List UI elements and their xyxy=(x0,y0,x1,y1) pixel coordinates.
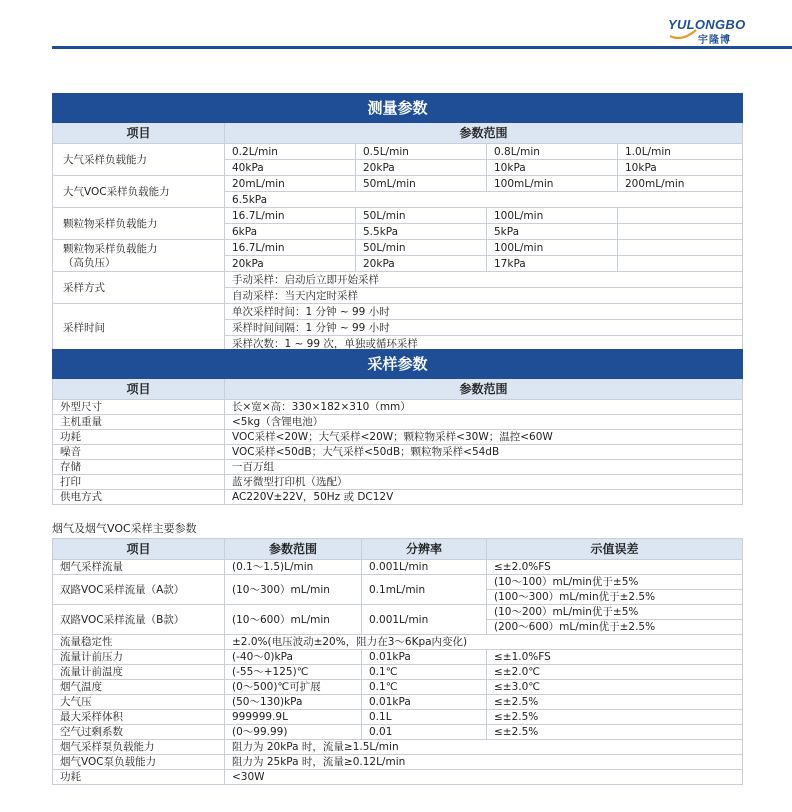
cell xyxy=(618,256,743,272)
cell: ≤±3.0℃ xyxy=(487,680,743,695)
col-header-range: 参数范围 xyxy=(225,379,743,400)
brand-logo xyxy=(668,18,748,44)
table-row xyxy=(53,665,743,680)
row-label-line: 颗粒物采样负载能力 xyxy=(63,242,158,255)
cell: 0.1℃ xyxy=(362,665,487,680)
table-row xyxy=(53,400,743,415)
cell: (50～130)kPa xyxy=(225,695,362,710)
row-label: 双路VOC采样流量（B款） xyxy=(53,605,225,635)
table-row xyxy=(53,650,743,665)
cell: 10kPa xyxy=(618,160,743,176)
cell: 20kPa xyxy=(225,256,356,272)
cell: 10kPa xyxy=(487,160,618,176)
row-label: 空气过剩系数 xyxy=(53,725,225,740)
cell: ≤±2.0℃ xyxy=(487,665,743,680)
section-title: 测量参数 xyxy=(53,94,743,123)
cell: 阻力为 20kPa 时，流量≥1.5L/min xyxy=(225,740,743,755)
header-rule xyxy=(52,46,792,49)
table-row xyxy=(53,770,743,785)
cell: 0.5L/min xyxy=(356,144,487,160)
row-label: 流量计前温度 xyxy=(53,665,225,680)
cell: 0.001L/min xyxy=(362,560,487,575)
cell: 16.7L/min xyxy=(225,208,356,224)
table-row xyxy=(53,490,743,505)
row-label: 大气压 xyxy=(53,695,225,710)
table-row xyxy=(53,144,743,160)
table-row xyxy=(53,635,743,650)
cell: 长×宽×高：330×182×310（mm） xyxy=(225,400,743,415)
row-label: 存储 xyxy=(53,460,225,475)
table-row xyxy=(53,755,743,770)
flue-section-title: 烟气及烟气VOC采样主要参数 xyxy=(52,522,197,535)
cell: ≤±2.5% xyxy=(487,710,743,725)
cell: VOC采样<50dB；大气采样<50dB；颗粒物采样<54dB xyxy=(225,445,743,460)
cell: 一百万组 xyxy=(225,460,743,475)
table-row xyxy=(53,680,743,695)
measurement-params-table xyxy=(52,93,743,352)
cell: (0～99.99) xyxy=(225,725,362,740)
cell: 0.001L/min xyxy=(362,605,487,635)
cell: VOC采样<20W；大气采样<20W；颗粒物采样<30W；温控<60W xyxy=(225,430,743,445)
row-label: 最大采样体积 xyxy=(53,710,225,725)
col-header-item: 项目 xyxy=(53,379,225,400)
cell: 6kPa xyxy=(225,224,356,240)
table-row xyxy=(53,460,743,475)
cell: 0.01kPa xyxy=(362,695,487,710)
cell: ≤±2.5% xyxy=(487,725,743,740)
cell xyxy=(618,240,743,256)
cell: 20kPa xyxy=(356,256,487,272)
cell: 5kPa xyxy=(487,224,618,240)
logo-swoosh-icon xyxy=(668,26,698,40)
row-label: 双路VOC采样流量（A款） xyxy=(53,575,225,605)
row-label: 采样方式 xyxy=(53,272,225,304)
cell: (10～100）mL/min优于±5% xyxy=(487,575,743,590)
table-row xyxy=(53,208,743,224)
cell: 100mL/min xyxy=(487,176,618,192)
cell: <30W xyxy=(225,770,743,785)
cell: (-40～0)kPa xyxy=(225,650,362,665)
row-label-line: （高负压） xyxy=(63,256,116,269)
row-label: 流量计前压力 xyxy=(53,650,225,665)
table-row xyxy=(53,445,743,460)
row-label: 打印 xyxy=(53,475,225,490)
cell: (0.1～1.5)L/min xyxy=(225,560,362,575)
cell: 50L/min xyxy=(356,240,487,256)
cell: 0.8L/min xyxy=(487,144,618,160)
row-label: 功耗 xyxy=(53,770,225,785)
table-row xyxy=(53,176,743,192)
section-title: 采样参数 xyxy=(53,350,743,379)
sampling-params-table xyxy=(52,349,743,505)
cell: 阻力为 25kPa 时，流量≥0.12L/min xyxy=(225,755,743,770)
table-row xyxy=(53,740,743,755)
row-label: 颗粒物采样负载能力 xyxy=(53,208,225,240)
cell: 50L/min xyxy=(356,208,487,224)
cell: 0.01kPa xyxy=(362,650,487,665)
flue-params-table xyxy=(52,538,743,785)
cell: 0.1mL/min xyxy=(362,575,487,605)
row-label: 大气采样负载能力 xyxy=(53,144,225,176)
cell: 0.2L/min xyxy=(225,144,356,160)
cell: (10～300）mL/min xyxy=(225,575,362,605)
cell: ≤±2.5% xyxy=(487,695,743,710)
row-label: 流量稳定性 xyxy=(53,635,225,650)
cell: 1.0L/min xyxy=(618,144,743,160)
table-row xyxy=(53,605,743,620)
table-row xyxy=(53,304,743,320)
cell: 0.01 xyxy=(362,725,487,740)
cell: AC220V±22V，50Hz 或 DC12V xyxy=(225,490,743,505)
cell: ±2.0%(电压波动±20%，阻力在3～6Kpa内变化) xyxy=(225,635,743,650)
brand-name: YULONGBO xyxy=(668,17,746,32)
col-header-range: 参数范围 xyxy=(225,539,362,560)
cell: ≤±1.0%FS xyxy=(487,650,743,665)
cell: 蓝牙微型打印机（选配） xyxy=(225,475,743,490)
row-label xyxy=(53,240,225,272)
table-row xyxy=(53,725,743,740)
table-row xyxy=(53,560,743,575)
cell: 采样时间间隔：1 分钟 ~ 99 小时 xyxy=(225,320,743,336)
row-label: 主机重量 xyxy=(53,415,225,430)
cell: (100～300）mL/min优于±2.5% xyxy=(487,590,743,605)
cell: 20kPa xyxy=(356,160,487,176)
col-header-error: 示值误差 xyxy=(487,539,743,560)
cell: 自动采样：当天内定时采样 xyxy=(225,288,743,304)
row-label: 外型尺寸 xyxy=(53,400,225,415)
table-row xyxy=(53,415,743,430)
cell: (10～600）mL/min xyxy=(225,605,362,635)
row-label: 烟气温度 xyxy=(53,680,225,695)
row-label: 烟气采样流量 xyxy=(53,560,225,575)
cell: 采样次数：1 ~ 99 次，单独或循环采样 xyxy=(225,336,743,352)
cell: 100L/min xyxy=(487,208,618,224)
cell: (10～200）mL/min优于±5% xyxy=(487,605,743,620)
row-label: 采样时间 xyxy=(53,304,225,352)
cell: <5kg（含锂电池） xyxy=(225,415,743,430)
cell: 50mL/min xyxy=(356,176,487,192)
cell: 20mL/min xyxy=(225,176,356,192)
cell: 手动采样：启动后立即开始采样 xyxy=(225,272,743,288)
brand-name-cn: 宇隆博 xyxy=(698,35,731,46)
cell: ≤±2.0%FS xyxy=(487,560,743,575)
col-header-item: 项目 xyxy=(53,123,225,144)
cell xyxy=(618,224,743,240)
cell: (200～600）mL/min优于±2.5% xyxy=(487,620,743,635)
cell: 0.1℃ xyxy=(362,680,487,695)
row-label: 烟气采样泵负载能力 xyxy=(53,740,225,755)
row-label: 功耗 xyxy=(53,430,225,445)
table-row xyxy=(53,575,743,590)
row-label: 噪音 xyxy=(53,445,225,460)
col-header-item: 项目 xyxy=(53,539,225,560)
cell: 16.7L/min xyxy=(225,240,356,256)
cell: 999999.9L xyxy=(225,710,362,725)
cell: (0～500)℃可扩展 xyxy=(225,680,362,695)
table-row xyxy=(53,695,743,710)
cell: 单次采样时间：1 分钟 ~ 99 小时 xyxy=(225,304,743,320)
table-row xyxy=(53,240,743,256)
cell: 5.5kPa xyxy=(356,224,487,240)
row-label: 供电方式 xyxy=(53,490,225,505)
col-header-resolution: 分辨率 xyxy=(362,539,487,560)
col-header-range: 参数范围 xyxy=(225,123,743,144)
cell: 6.5kPa xyxy=(225,192,743,208)
row-label: 烟气VOC泵负载能力 xyxy=(53,755,225,770)
table-row xyxy=(53,272,743,288)
table-row xyxy=(53,710,743,725)
table-row xyxy=(53,475,743,490)
cell: 100L/min xyxy=(487,240,618,256)
cell: 40kPa xyxy=(225,160,356,176)
cell: 200mL/min xyxy=(618,176,743,192)
table-row xyxy=(53,430,743,445)
cell xyxy=(618,208,743,224)
row-label: 大气VOC采样负载能力 xyxy=(53,176,225,208)
cell: 0.1L xyxy=(362,710,487,725)
cell: 17kPa xyxy=(487,256,618,272)
cell: (-55～+125)℃ xyxy=(225,665,362,680)
